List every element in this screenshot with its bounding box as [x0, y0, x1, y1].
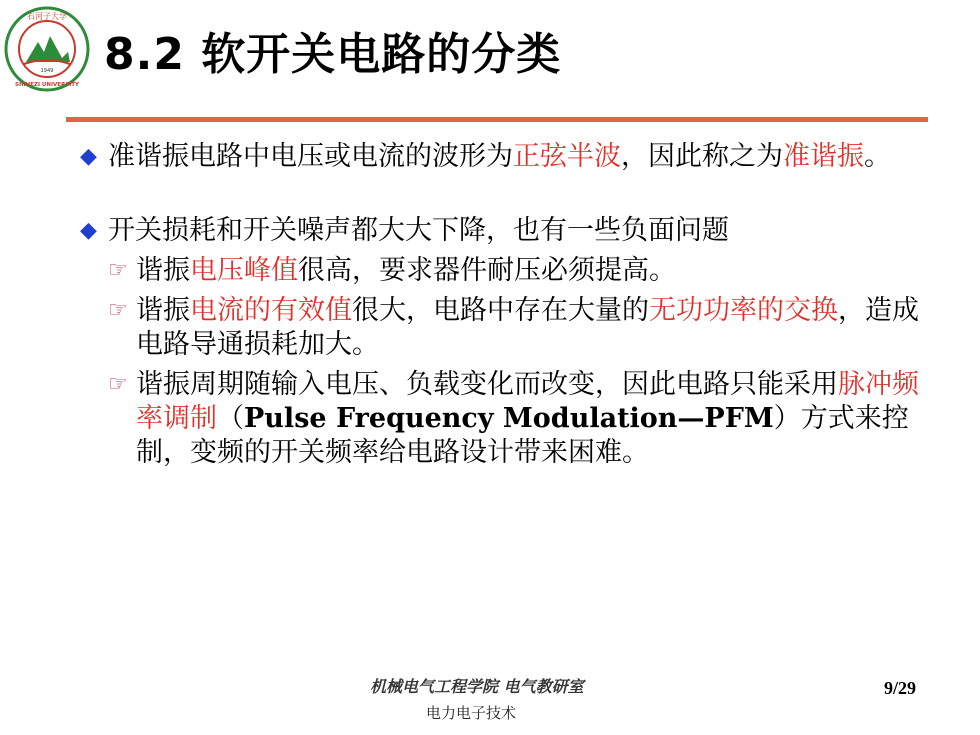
logo-text-top: 石河子大学 — [27, 12, 67, 21]
diamond-bullet-icon: ◆ — [80, 144, 97, 169]
pointing-hand-icon: ☞ — [108, 298, 128, 323]
pointing-hand-icon: ☞ — [108, 372, 128, 397]
page-number: 9/29 — [884, 678, 917, 698]
title-divider — [66, 117, 928, 122]
highlight-text: 电压峰值 — [190, 255, 298, 286]
footer-school: 机械电气工程学院 电气教研室 — [370, 677, 584, 696]
bullet-text — [108, 214, 729, 248]
logo-text-bottom: SHIHEZI UNIVERSITY — [14, 82, 80, 88]
diamond-bullet-icon: ◆ — [80, 218, 97, 243]
university-logo — [4, 6, 90, 92]
highlight-text: 电流的有效值 — [190, 295, 352, 326]
bullet-item — [80, 214, 920, 248]
body-text: 准谐振电路中电压或电流的波形为 — [108, 141, 513, 172]
sub-bullet-item — [108, 254, 920, 288]
highlight-text: 脉冲频率调制 — [136, 369, 919, 434]
pointing-hand-icon: ☞ — [108, 258, 128, 283]
sub-bullet-item — [108, 368, 920, 470]
sub-bullet-text — [136, 294, 920, 362]
sub-bullet-item — [108, 294, 920, 362]
body-text: 。 — [864, 141, 891, 172]
slide-body — [80, 140, 920, 476]
body-text: 谐振周期随输入电压、负载变化而改变，因此电路只能采用 — [136, 369, 838, 400]
body-text: ）方式来控制，变频的开关频率给电路设计带来困难。 — [136, 403, 909, 468]
body-text: 谐振 — [136, 255, 190, 286]
body-text: 开关损耗和开关噪声都大大下降，也有一些负面问题 — [108, 215, 729, 246]
body-text: 谐振 — [136, 295, 190, 326]
body-text: 很大，电路中存在大量的 — [352, 295, 649, 326]
footer-course: 电力电子技术 — [426, 704, 517, 722]
body-text: ，因此称之为 — [621, 141, 783, 172]
body-text: ，造成电路导通损耗加大。 — [136, 295, 919, 360]
bullet-item — [80, 140, 920, 174]
sub-bullet-text — [136, 368, 920, 470]
body-text: Pulse Frequency Modulation—PFM — [244, 403, 774, 434]
body-text: （ — [217, 403, 244, 434]
sub-bullet-text — [136, 254, 676, 288]
bullet-text — [108, 140, 891, 174]
highlight-text: 无功功率的交换 — [649, 295, 838, 326]
highlight-text: 正弦半波 — [513, 141, 621, 172]
slide-title: 8.2 软开关电路的分类 — [104, 29, 562, 80]
logo-year: 1949 — [40, 68, 54, 74]
body-text: 很高，要求器件耐压必须提高。 — [298, 255, 676, 286]
highlight-text: 准谐振 — [783, 141, 864, 172]
